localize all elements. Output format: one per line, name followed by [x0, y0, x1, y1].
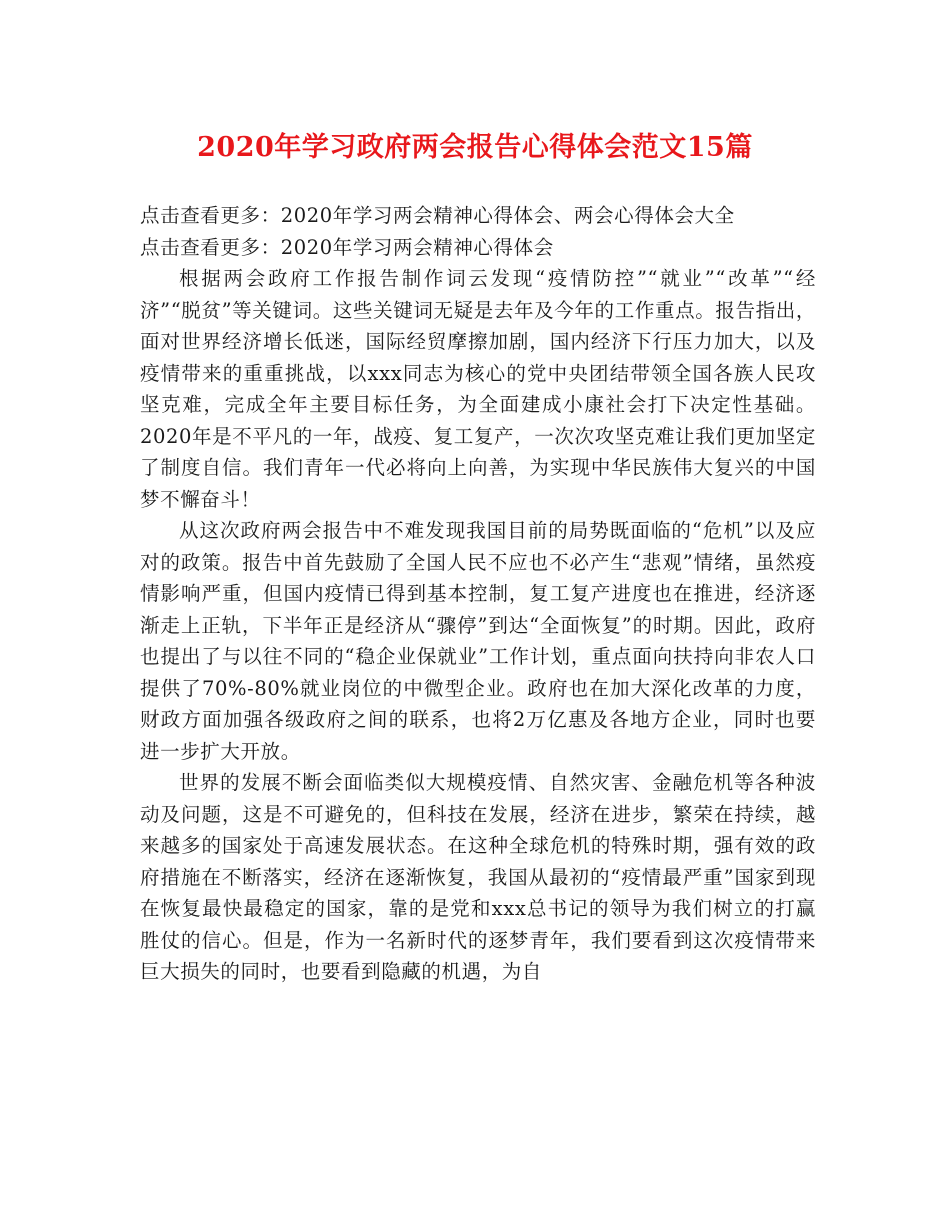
- document-title: 2020年学习政府两会报告心得体会范文15篇: [197, 132, 753, 163]
- paragraph-1: 根据两会政府工作报告制作词云发现“疫情防控”“就业”“改革”“经济”“脱贫”等关键词。这些关键词无疑是去年及今年的工作重点。报告指出，面对世界经济增长低迷，国际经贸摩擦加剧，国内经济下行压力加大，以及疫情带来的重重挑战，以xxx同志为核心的党中央团结带领全国各族人民攻坚克难，完成全年主要目标任务，为全面建成小康社会打下决定性基础。2020年是不平凡的一年，战疫、复工复产，一次次攻坚克难让我们更加坚定了制度自信。我们青年一代必将向上向善，为实现中华民族伟大复兴的中国梦不懈奋斗！: [140, 267, 816, 511]
- paragraph-2: 从这次政府两会报告中不难发现我国目前的局势既面临的“危机”以及应对的政策。报告中首先鼓励了全国人民不应也不必产生“悲观”情绪，虽然疫情影响严重，但国内疫情已得到基本控制，复工复产进度也在推进，经济逐渐走上正轨，下半年正是经济从“骤停”到达“全面恢复”的时期。因此，政府也提出了与以往不同的“稳企业保就业”工作计划，重点面向扶持向非农人口提供了70%-80%就业岗位的中微型企业。政府也在加大深化改革的力度，财政方面加强各级政府之间的联系，也将2万亿惠及各地方企业，同时也要进一步扩大开放。: [140, 519, 816, 763]
- paragraph-3: 世界的发展不断会面临类似大规模疫情、自然灾害、金融危机等各种波动及问题，这是不可避免的，但科技在发展，经济在进步，繁荣在持续，越来越多的国家处于高速发展状态。在这种全球危机的特殊时期，强有效的政府措施在不断落实，经济在逐渐恢复，我国从最初的“疫情最严重”国家到现在恢复最快最稳定的国家，靠的是党和xxx总书记的领导为我们树立的打赢胜仗的信心。但是，作为一名新时代的逐梦青年，我们要看到这次疫情带来巨大损失的同时，也要看到隐藏的机遇，为自: [140, 771, 816, 983]
- more-link-1[interactable]: 点击查看更多：2020年学习两会精神心得体会、两会心得体会大全: [140, 204, 735, 227]
- more-link-2[interactable]: 点击查看更多：2020年学习两会精神心得体会: [140, 235, 554, 259]
- document-body: [140, 200, 816, 988]
